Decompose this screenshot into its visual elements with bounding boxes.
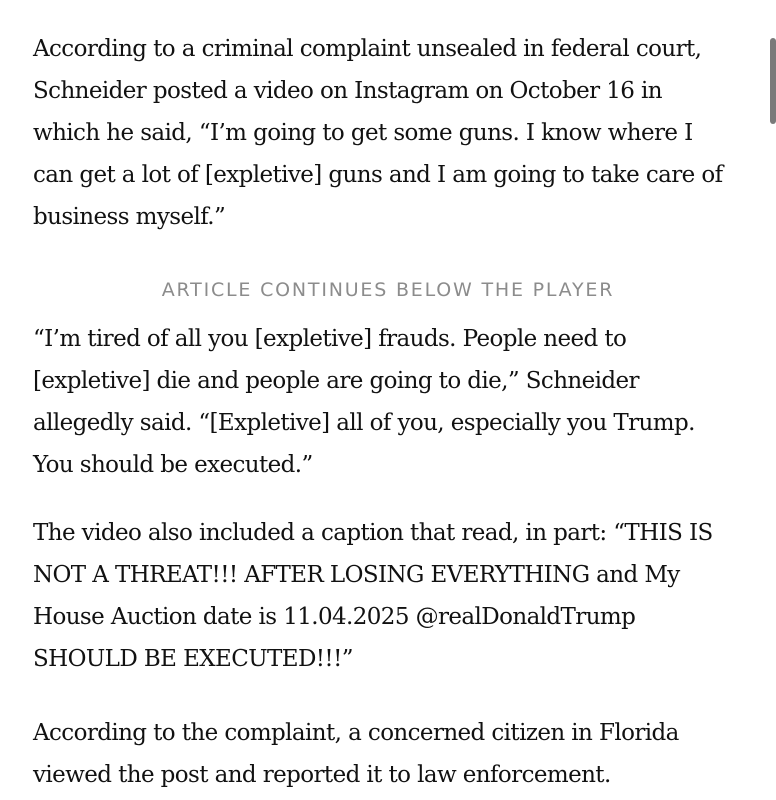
- article-continues-label: ARTICLE CONTINUES BELOW THE PLAYER: [161, 279, 615, 301]
- scrollbar-thumb[interactable]: [770, 38, 776, 124]
- article-paragraph-2: “I’m tired of all you [expletive] frauds. People need to [expletive] die and people are going to die,” Schneider allegedly said. “[Expletive] all of you, especially you Trump. You should be executed.”: [33, 326, 695, 478]
- article-paragraph-4: According to the complaint, a concerned citizen in Florida viewed the post and reported it to law enforcement.: [33, 720, 679, 788]
- article-paragraph-1: According to a criminal complaint unsealed in federal court, Schneider posted a video on Instagram on October 16 in which he said, “I’m going to get some guns. I know where I can get a lot of [expletive] guns and I am going to take care of business myself.”: [33, 36, 723, 230]
- article-paragraph-3: The video also included a caption that read, in part: “THIS IS NOT A THREAT!!! AFTER LOSING EVERYTHING and My House Auction date is 11.04.2025 @realDonaldTrump SHOULD BE EXECUTED!!!”: [33, 520, 713, 672]
